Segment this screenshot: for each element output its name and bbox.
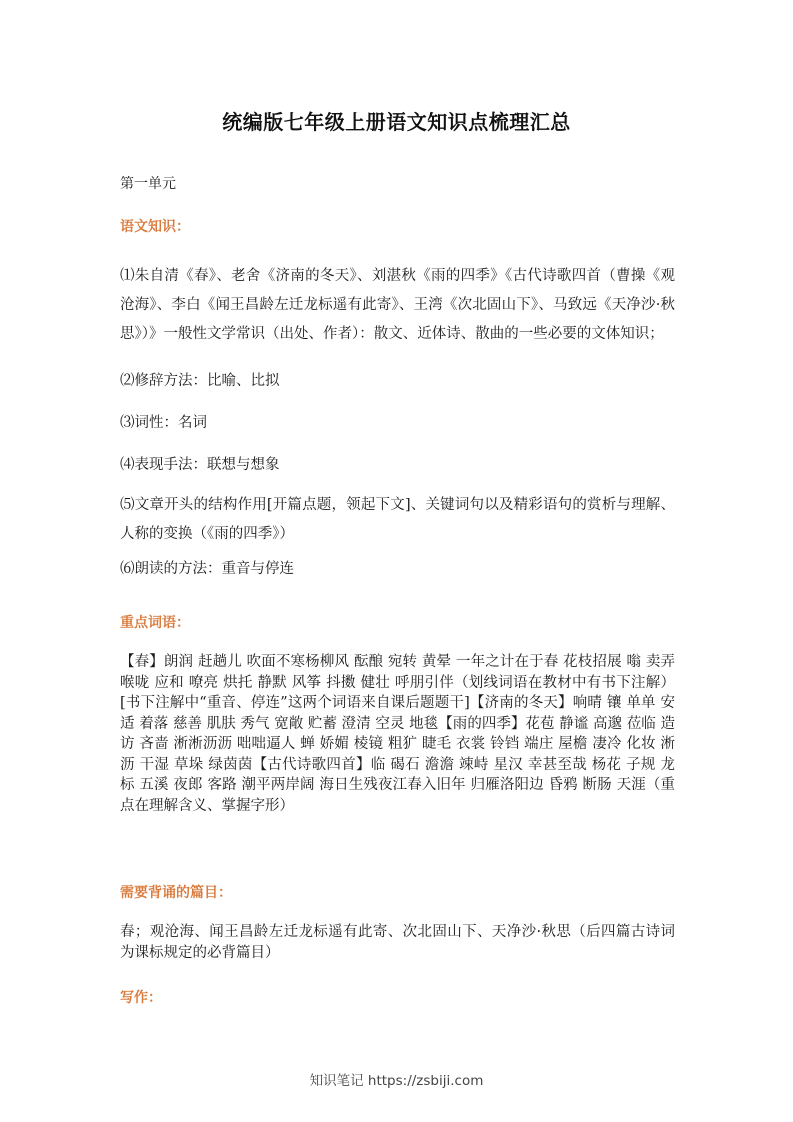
section-heading-recitation: 需要背诵的篇目： (120, 885, 232, 901)
knowledge-item-1: ⑴朱自清《春》、老舍《济南的冬天》、刘湛秋《雨的四季》《古代诗歌四首（曹操《观沧海》、李白《闻王昌龄左迁龙标遥有此寄》、王湾《次北固山下》、马致远《天净沙·秋思》）》一般性文学常识（出处、作者）：散文、近体诗、散曲的一些必要的文体知识； (120, 268, 675, 342)
page-footer: 知识笔记 https://zsbiji.com (309, 1073, 484, 1089)
vocabulary-text: 【春】朗润 赶趟儿 吹面不寒杨柳风 酝酿 宛转 黄晕 一年之计在于春 花枝招展 嗡 卖弄 喉咙 应和 嘹亮 烘托 静默 风筝 抖擞 健壮 呼朋引伴（划线词语在教材中有书下注解）[书下注解中“重音、停连”这两个词语来自课后题题干]【济南的冬天】响晴 镶 单单 安适 着落 慈善 肌肤 秀气 宽敞 贮蓄 澄清 空灵 地毯【雨的四季】花苞 静谧 高邈 莅临 造访 吝啬 淅淅沥沥 咄咄逼人 蝉 娇媚 棱镜 粗犷 睫毛 衣裳 铃铛 端庄 屋檐 凄冷 化妆 淅沥 干湿 草垛 绿茵茵【古代诗歌四首】临 碣石 澹澹 竦峙 星汉 幸甚至哉 杨花 子规 龙标 五溪 夜郎 客路 潮平两岸阔 海日生残夜江春入旧年 归雁洛阳边 昏鸦 断肠 天涯（重点在理解含义、掌握字形） (120, 654, 675, 814)
section-heading-vocabulary: 重点词语： (120, 615, 190, 631)
knowledge-item-4: ⑷表现手法：联想与想象 (120, 457, 280, 473)
knowledge-item-3: ⑶词性：名词 (120, 415, 207, 431)
unit-label: 第一单元 (120, 176, 176, 192)
document-title: 统编版七年级上册语文知识点梳理汇总 (222, 110, 571, 134)
knowledge-item-6: ⑹朗读的方法：重音与停连 (120, 561, 294, 577)
knowledge-item-5: ⑸文章开头的结构作用[开篇点题，领起下文]、关键词句以及精彩语句的赏析与理解、人称的变换（《雨的四季》） (120, 497, 675, 542)
section-heading-writing: 写作： (120, 990, 162, 1006)
section-heading-knowledge: 语文知识： (120, 219, 190, 235)
recitation-text: 春；观沧海、闻王昌龄左迁龙标遥有此寄、次北固山下、天净沙·秋思（后四篇古诗词为课标规定的必背篇目） (120, 924, 675, 961)
knowledge-item-2: ⑵修辞方法：比喻、比拟 (120, 373, 280, 389)
